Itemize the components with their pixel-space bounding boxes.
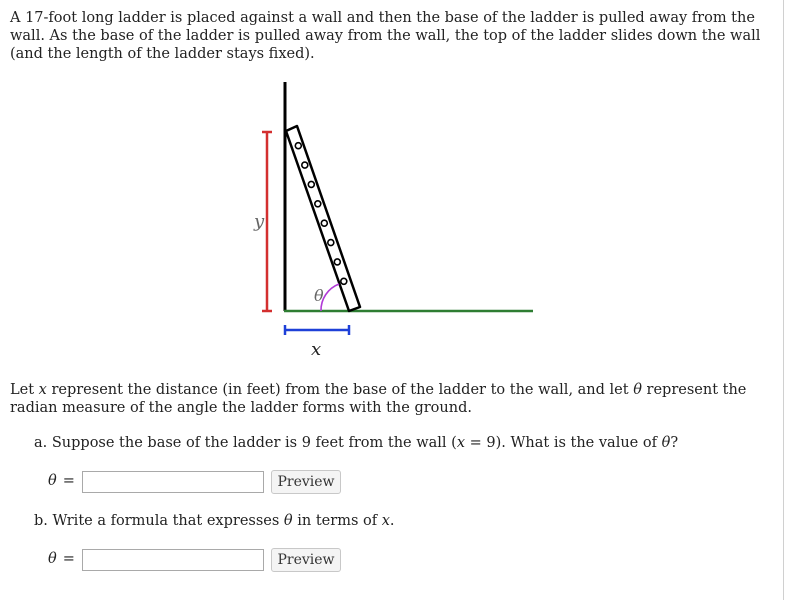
question-b-text-3: . bbox=[389, 513, 395, 529]
question-a-text-2: = 9). What is the value of bbox=[465, 435, 662, 451]
question-a-var-theta: θ bbox=[661, 435, 671, 451]
answer-a-theta: θ bbox=[48, 473, 57, 489]
question-b-var-theta: θ bbox=[283, 513, 293, 529]
para2-text-3: represent the radian measure of the angle the ladder forms with the ground. bbox=[10, 382, 747, 416]
question-a-var-x: x bbox=[456, 435, 466, 451]
question-b bbox=[34, 512, 395, 530]
answer-b-preview-button[interactable]: Preview bbox=[271, 548, 341, 572]
variables-paragraph bbox=[10, 381, 774, 417]
answer-b-theta: θ bbox=[48, 551, 57, 567]
ladder-rung bbox=[315, 201, 321, 207]
question-a-text-3: ? bbox=[670, 435, 679, 451]
answer-a-label bbox=[48, 473, 75, 489]
ladder-rung bbox=[341, 278, 347, 284]
ladder-figure bbox=[240, 80, 540, 362]
ladder-rung bbox=[328, 240, 334, 246]
y-label: y bbox=[254, 211, 265, 232]
ladder-rung bbox=[295, 143, 301, 149]
theta-label: θ bbox=[314, 286, 324, 305]
answer-b-label bbox=[48, 551, 75, 567]
question-b-text-1: b. Write a formula that expresses bbox=[34, 513, 284, 529]
question-a-text-1: a. Suppose the base of the ladder is 9 feet from the wall ( bbox=[34, 435, 457, 451]
answer-b-input[interactable] bbox=[82, 549, 264, 571]
ladder-rung bbox=[321, 220, 327, 226]
answer-a-preview-button[interactable]: Preview bbox=[271, 470, 341, 494]
ladder-rung bbox=[302, 162, 308, 168]
para2-text-2: represent the distance (in feet) from the base of the ladder to the wall, and let bbox=[46, 382, 634, 398]
question-a bbox=[34, 434, 678, 452]
question-b-text-2: in terms of bbox=[292, 513, 382, 529]
ladder-diagram bbox=[240, 80, 540, 362]
x-label: x bbox=[311, 339, 322, 360]
answer-b-equals: = bbox=[62, 551, 75, 567]
ladder-rung bbox=[308, 181, 314, 187]
answer-a-equals: = bbox=[62, 473, 75, 489]
var-theta: θ bbox=[633, 382, 642, 398]
question-b-var-x: x bbox=[381, 513, 390, 529]
para2-text-1: Let bbox=[10, 382, 39, 398]
answer-a-input[interactable] bbox=[82, 471, 264, 493]
ladder-rung bbox=[334, 259, 340, 265]
var-x: x bbox=[38, 382, 47, 398]
problem-intro: A 17-foot long ladder is placed against a wall and then the base of the ladder is pulled away from the wall. As the base of the ladder is pulled away from the wall, the top of the ladder slides down the wall (and the length of the ladder stays fixed). bbox=[10, 10, 761, 62]
